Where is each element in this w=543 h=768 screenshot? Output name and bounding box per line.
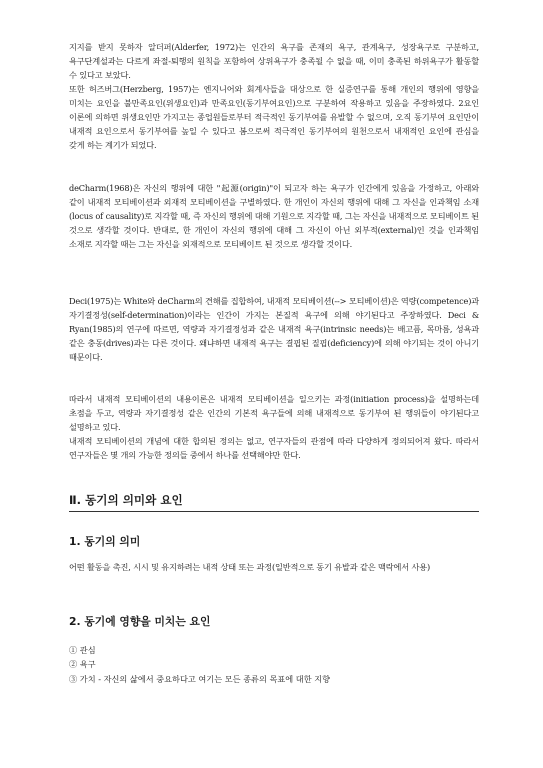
- paragraph-meaning: 어떤 활동을 촉진, 시시 및 유지하려는 내적 상태 또는 과정(일반적으로 동기 유발과 같은 맥락에서 사용): [69, 562, 431, 572]
- subsection-title-factors: 2. 동기에 영향을 미치는 요인: [69, 615, 211, 628]
- paragraph-alderfer: 지지를 받지 못하자 알더퍼(Alderfer, 1972)는 인간의 욕구를 존재의 욕구, 관계욕구, 성장욕구로 구분하고, 욕구단계설과는 다르게 좌절-퇴행의 원칙을 포함하여 상위욕구가 충족될 수 없을 때, 이미 충족된 하위욕구가 활동할 수 있다고 보았다.: [69, 42, 479, 81]
- paragraph-deci: Deci(1975)는 White와 deCharm의 견해를 집합하여, 내재적 모티베이션(--> 모티베이션)은 역량(competence)과 자기결정성(self-determination)이라는 인간이 가지는 본질적 욕구에 의해 야기된다고 주장하였다. Deci & Ryan(1985)의 연구에 따르면, 역량과 자기결정성과 같은 내재적 욕구(intrinsic needs)는 배고픔, 목마름, 성욕과 같은 충동(drives)과는 다른 것이다. 왜냐하면 내재적 욕구는 결핍된 질핍(deficiency)에 의해 야기되는 것이 아니기 때문이다.: [69, 296, 479, 363]
- section-title: Ⅱ. 동기의 의미와 요인: [69, 492, 479, 512]
- factor-item-need: ② 욕구: [69, 659, 96, 669]
- subsection-title-meaning: 1. 동기의 의미: [69, 535, 141, 548]
- factor-item-interest: ① 관심: [69, 645, 96, 655]
- factor-item-value: ③ 가치 - 자신의 삶에서 중요하다고 여기는 모든 종류의 목표에 대한 지향: [69, 674, 331, 684]
- paragraph-decharm: deCharm(1968)은 자신의 행위에 대한 "起源(origin)"이 되고자 하는 욕구가 인간에게 있음을 가정하고, 아래와 같이 내재적 모티베이션과 외재적 모티베이션을 구별하였다. 한 개인이 자신의 행위에 대해 그 자신을 인과책임 소재(locus of causality)로 지각할 때, 즉 자신의 행위에 대해 기원으로 지각할 때, 그는 자신을 내재적으로 모티베이트 된 것으로 생각할 것이다. 반대로, 한 개인이 자신의 행위에 대해 그 자신이 아닌 외부적(external)인 것을 인과책임 소재로 지각할 때는 그는 자신을 외재적으로 모티베이트 된 것으로 생각할 것이다.: [69, 183, 479, 250]
- paragraph-herzberg: 또한 허즈버그(Herzberg, 1957)는 엔지니어와 회계사들을 대상으로 한 실증연구를 통해 개인의 행위에 영향을 미치는 요인을 불만족요인(위생요인)과 만족요인(동기부여요인)으로 구분하여 작용하고 있음을 주장하였다. 2요인 이론에 의하면 위생요인만 가지고는 종업원들로부터 적극적인 동기부여를 유발할 수 없으며, 오직 동기부여 요인만이 내재적 요인으로서 동기부여를 높일 수 있다고 봄으로써 적극적인 동기부여의 원천으로서 내재적인 요인에 관심을 갖게 하는 계기가 되었다.: [69, 84, 479, 151]
- paragraph-content-theory: 따라서 내재적 모티베이션의 내용이론은 내재적 모티베이션을 일으키는 과정(initiation process)을 설명하는데 초점을 두고, 역량과 자기결정성 같은 인간의 기본적 욕구들에 의해 내재적으로 동기부여 된 행위들이 야기된다고 설명하고 있다.: [69, 394, 479, 433]
- paragraph-definition: 내재적 모티베이션의 개념에 대한 합의된 정의는 없고, 연구자들의 관점에 따라 다양하게 정의되어져 왔다. 따라서 연구자들은 몇 개의 가능한 정의들 중에서 하나를 선택해야만 한다.: [69, 436, 479, 461]
